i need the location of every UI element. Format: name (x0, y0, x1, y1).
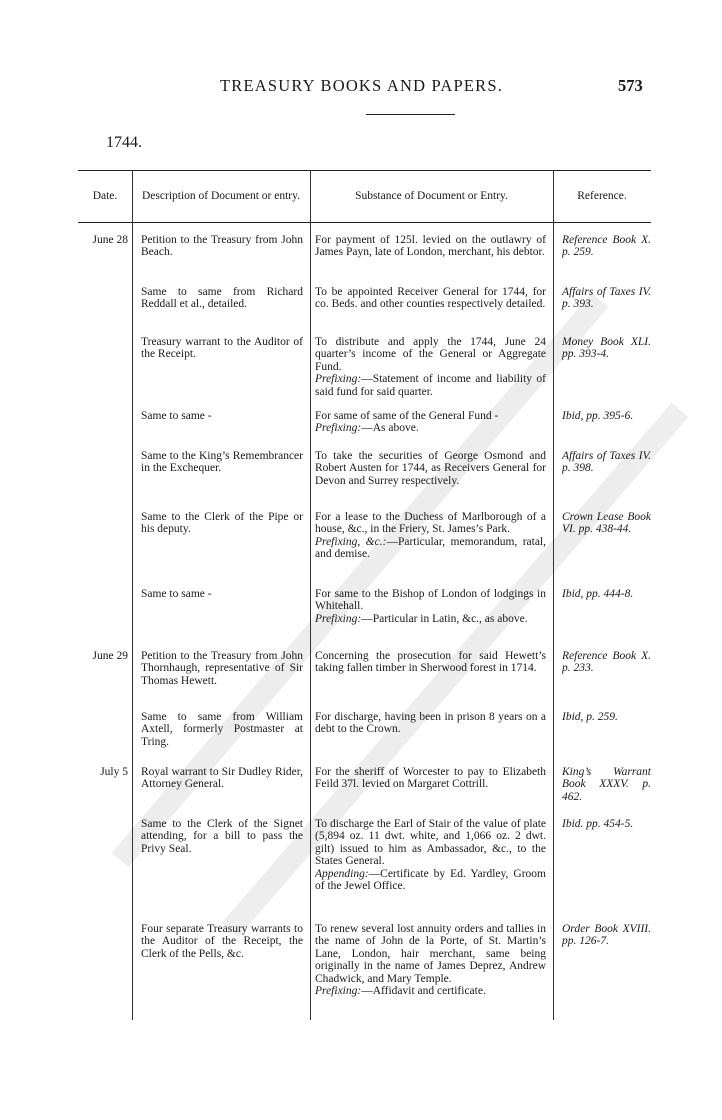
entry-reference: Ibid, pp. 395-6. (562, 410, 634, 422)
entry-description: Same to same - (141, 410, 212, 422)
substance-text: For the sheriff of Worcester to pay to Elizabeth Feild 37l. levied on Margaret Cottrill. (315, 766, 546, 791)
entry-reference: Ibid. pp. 454-5. (562, 818, 634, 830)
column-header-reference: Reference. (577, 190, 627, 202)
year-heading: 1744. (106, 134, 142, 151)
column-header-substance: Substance of Document or Entry. (355, 190, 508, 202)
substance-text: To discharge the Earl of Stair of the value of plate (5,894 oz. 11 dwt. white, and 1,066 oz. 2 dwt. gilt) issued to him as Ambassador, &c., to the States General. (315, 818, 546, 868)
entry-reference: Crown Lease Book VI. pp. 438-44. (562, 511, 651, 536)
entry-description: Same to the Clerk of the Signet attending, for a bill to pass the Privy Seal. (141, 818, 303, 855)
entry-description: Treasury warrant to the Auditor of the Receipt. (141, 336, 303, 361)
entry-substance (315, 766, 546, 791)
page-number: 573 (618, 76, 643, 95)
prefix-text: —Affidavit and certificate. (361, 985, 486, 998)
entry-date: July 5 (100, 766, 128, 778)
prefix-label: Appending: (315, 867, 369, 880)
entry-description: Same to same from Richard Reddall et al., detailed. (141, 286, 303, 311)
entry-description: Petition to the Treasury from John Thornhaugh, representative of Sir Thomas Hewett. (141, 650, 303, 687)
table-row (78, 410, 651, 450)
substance-text: To be appointed Receiver General for 1744, for co. Beds. and other counties respectively detailed. (315, 286, 546, 311)
column-header-description: Description of Document or entry. (142, 190, 300, 202)
entry-date: June 28 (92, 234, 128, 246)
prefix-text: —Certificate by Ed. Yardley, Groom of the Jewel Office. (315, 867, 546, 893)
entry-description: Same to the Clerk of the Pipe or his deputy. (141, 511, 303, 536)
entry-substance (315, 588, 546, 625)
table-row (78, 450, 651, 511)
table-row (78, 650, 651, 711)
entry-description: Same to same from William Axtell, formerly Postmaster at Tring. (141, 711, 303, 748)
substance-text: Concerning the prosecution for said Hewett’s taking fallen timber in Sherwood forest in 1714. (315, 650, 546, 675)
entry-date: June 29 (92, 650, 128, 662)
table-row (78, 234, 651, 286)
entry-reference: Affairs of Taxes IV. p. 393. (562, 286, 651, 311)
entry-list (78, 234, 651, 1023)
prefix-text: —Particular, memorandum, ratal, and demise. (315, 535, 547, 561)
entry-substance (315, 923, 546, 997)
entry-description: Four separate Treasury warrants to the Auditor of the Receipt, the Clerk of the Pells, &c. (141, 923, 303, 960)
entry-reference: Order Book XVIII. pp. 126-7. (562, 923, 651, 948)
entry-reference: Reference Book X. p. 233. (562, 650, 651, 675)
running-title: TREASURY BOOKS AND PAPERS. (220, 76, 504, 95)
prefix-text: —Statement of income and liability of said fund for said quarter. (315, 373, 546, 398)
entry-substance (315, 450, 546, 487)
table-row (78, 818, 651, 923)
entry-reference: Ibid, p. 259. (562, 711, 618, 723)
table-row (78, 588, 651, 650)
prefix-label: Prefixing: (315, 985, 362, 998)
entry-description: Royal warrant to Sir Dudley Rider, Attorney General. (141, 766, 303, 791)
entry-substance (315, 650, 546, 675)
entry-reference: Money Book XLI. pp. 393-4. (562, 336, 651, 361)
prefix-label: Prefixing: (315, 612, 362, 625)
substance-text: For same to the Bishop of London of lodgings in Whitehall. (315, 588, 546, 613)
entry-description: Same to the King’s Remembrancer in the Exchequer. (141, 450, 303, 475)
header-bottom-rule (78, 222, 651, 223)
entry-reference: King’s Warrant Book XXXV. p. 462. (562, 766, 651, 803)
substance-text: To distribute and apply the 1744, June 24 quarter’s income of the General or Aggregate Fund. (315, 336, 546, 373)
substance-text: For same of same of the General Fund - (315, 410, 499, 422)
substance-text: To renew several lost annuity orders and tallies in the name of John de la Porte, of St. Martin’s Lane, London, hair merchant, same being originally in the name of James Deprez, Andrew Chadwick, and Mary Temple. (315, 923, 546, 985)
entry-description: Same to same - (141, 588, 212, 600)
substance-text: For payment of 125l. levied on the outlawry of James Payn, late of London, merchant, his debtor. (315, 234, 546, 259)
table-row (78, 923, 651, 1023)
table-row (78, 766, 651, 818)
entry-description: Petition to the Treasury from John Beach. (141, 234, 303, 259)
table-row (78, 336, 651, 410)
prefix-label: Prefixing: (315, 373, 362, 386)
header-rule (366, 114, 455, 115)
entry-substance (315, 410, 546, 435)
prefix-text: —As above. (361, 422, 419, 435)
table-row (78, 286, 651, 336)
substance-text: For discharge, having been in prison 8 years on a debt to the Crown. (315, 711, 546, 736)
entry-substance (315, 711, 546, 736)
prefix-label: Prefixing: (315, 422, 362, 435)
entry-reference: Affairs of Taxes IV. p. 398. (562, 450, 651, 475)
entry-substance (315, 818, 546, 892)
prefix-label: Prefixing, &c.: (315, 535, 387, 548)
column-header-date: Date. (92, 190, 118, 202)
prefix-text: —Particular in Latin, &c., as above. (361, 612, 528, 625)
entry-reference: Reference Book X. p. 259. (562, 234, 651, 259)
records-table (78, 170, 651, 1020)
entry-reference: Ibid, pp. 444-8. (562, 588, 634, 600)
entry-substance (315, 511, 546, 561)
substance-text: To take the securities of George Osmond and Robert Austen for 1744, as Receivers General for Devon and Surrey respectively. (315, 450, 546, 487)
substance-text: For a lease to the Duchess of Marlborough of a house, &c., in the Friery, St. James’s Park. (315, 511, 546, 536)
table-row (78, 511, 651, 588)
entry-substance (315, 286, 546, 311)
entry-substance (315, 234, 546, 259)
table-row (78, 711, 651, 766)
entry-substance (315, 336, 546, 398)
